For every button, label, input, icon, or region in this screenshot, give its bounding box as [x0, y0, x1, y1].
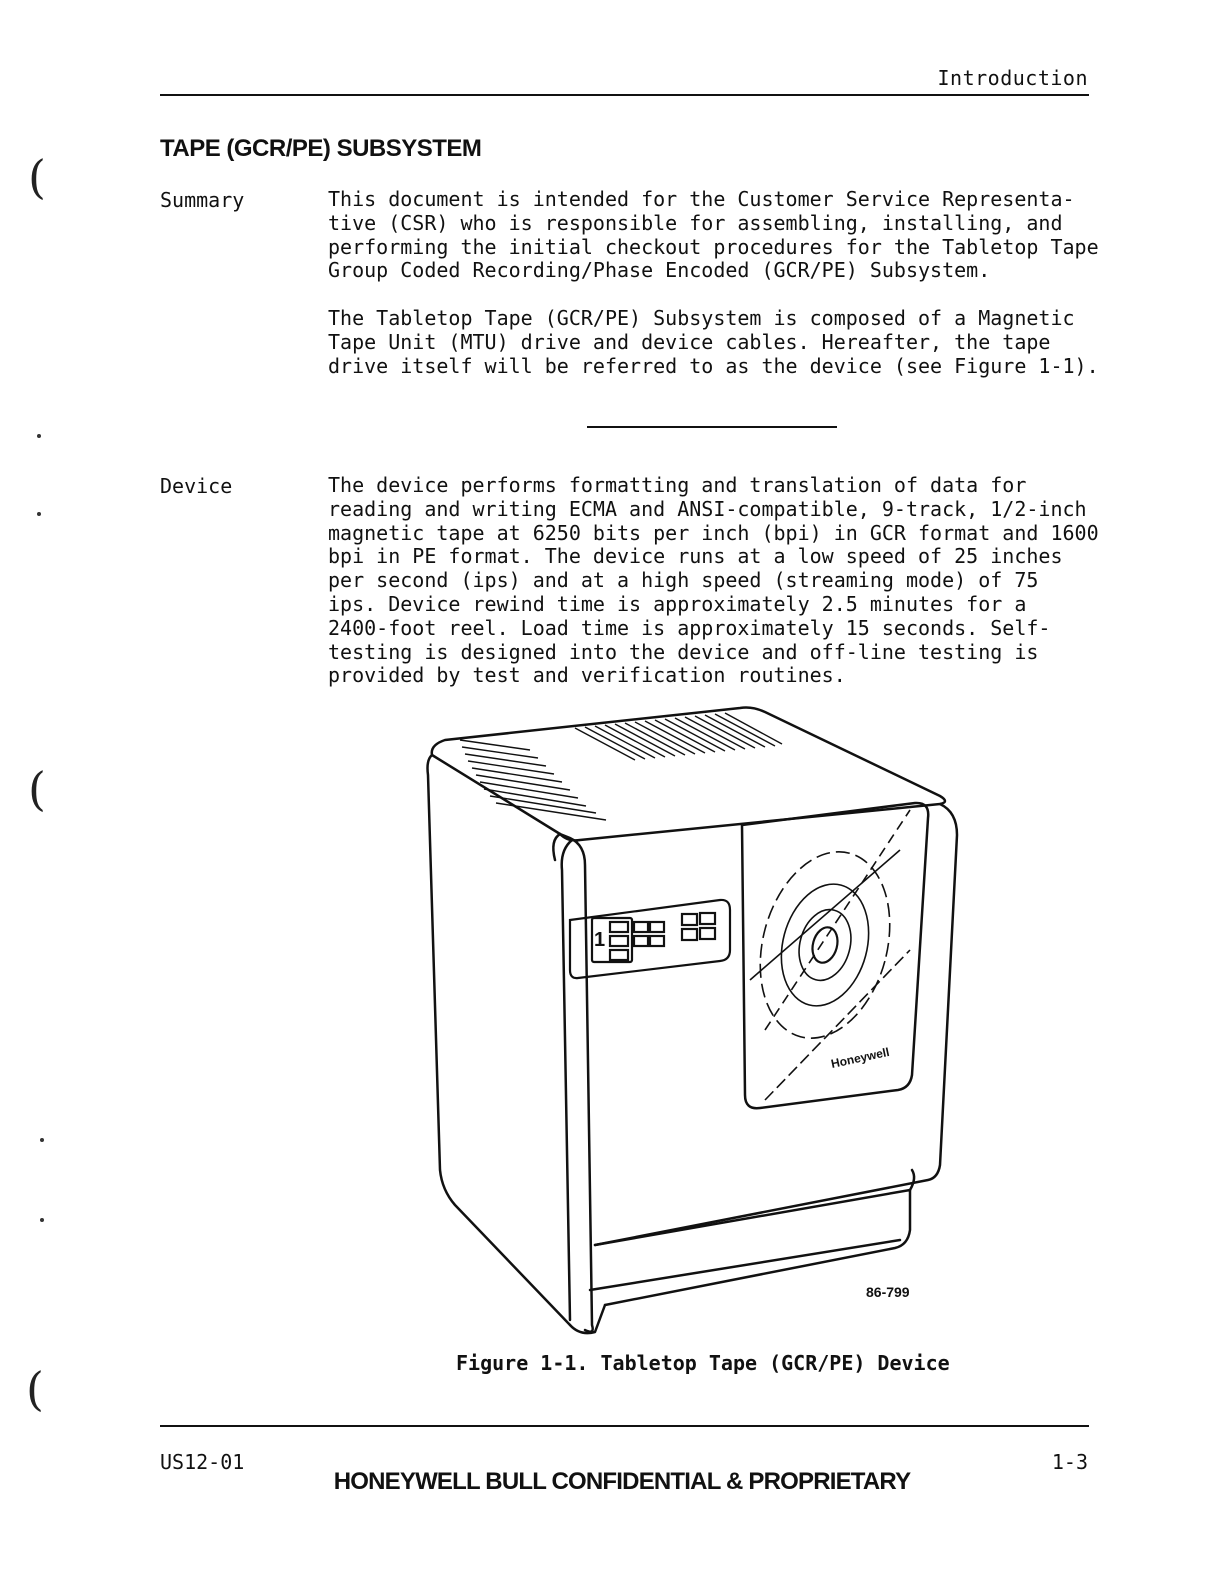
- section-title: TAPE (GCR/PE) SUBSYSTEM: [160, 135, 482, 162]
- device-label: Device: [160, 474, 233, 498]
- summary-paragraph-2: The Tabletop Tape (GCR/PE) Subsystem is composed of a Magnetic Tape Unit (MTU) drive and device cables. Hereafter, the tape drive itself will be referred to as the device (see Figure 1-1).: [328, 306, 1099, 378]
- section-divider: [587, 426, 837, 428]
- margin-mark: (: [28, 150, 46, 204]
- margin-dot: [37, 434, 41, 438]
- document-id: US12-01: [160, 1450, 245, 1474]
- header-rule: [160, 94, 1089, 96]
- margin-dot: [40, 1138, 44, 1142]
- margin-dot: [37, 512, 41, 516]
- running-header: Introduction: [937, 66, 1088, 90]
- page-number: 1-3: [1051, 1450, 1088, 1474]
- footer-rule: [160, 1425, 1089, 1427]
- summary-paragraph-1: This document is intended for the Customer Service Representa- tive (CSR) who is responsible for assembling, installing, and performing the initial checkout procedures for the Tabletop Tape Group Coded Recording/Phase Encoded (GCR/PE) Subsystem.: [328, 187, 1099, 283]
- confidentiality-notice: HONEYWELL BULL CONFIDENTIAL & PROPRIETARY: [333, 1468, 911, 1495]
- margin-mark: (: [26, 1362, 44, 1416]
- tape-drive-illustration: [420, 700, 965, 1340]
- figure-caption: Figure 1-1. Tabletop Tape (GCR/PE) Device: [456, 1351, 950, 1375]
- margin-dot: [40, 1218, 44, 1222]
- panel-digit: 1: [594, 929, 606, 951]
- brand-label: Honeywell: [829, 1044, 891, 1071]
- summary-label: Summary: [160, 188, 245, 212]
- device-paragraph: The device performs formatting and translation of data for reading and writing ECMA and ANSI-compatible, 9-track, 1/2-inch magnetic tape at 6250 bits per inch (bpi) in GCR format and 1600 bpi in PE format. The device runs at a low speed of 25 inches per second (ips) and at a high speed (streaming mode) of 75 ips. Device rewind time is approximately 2.5 minutes for a 2400-foot reel. Load time is approximately 15 seconds. Self- testing is designed into the device and off-line testing is provided by test and verification routines.: [328, 473, 1099, 688]
- figure-number: 86-799: [866, 1284, 910, 1300]
- margin-mark: (: [28, 762, 46, 816]
